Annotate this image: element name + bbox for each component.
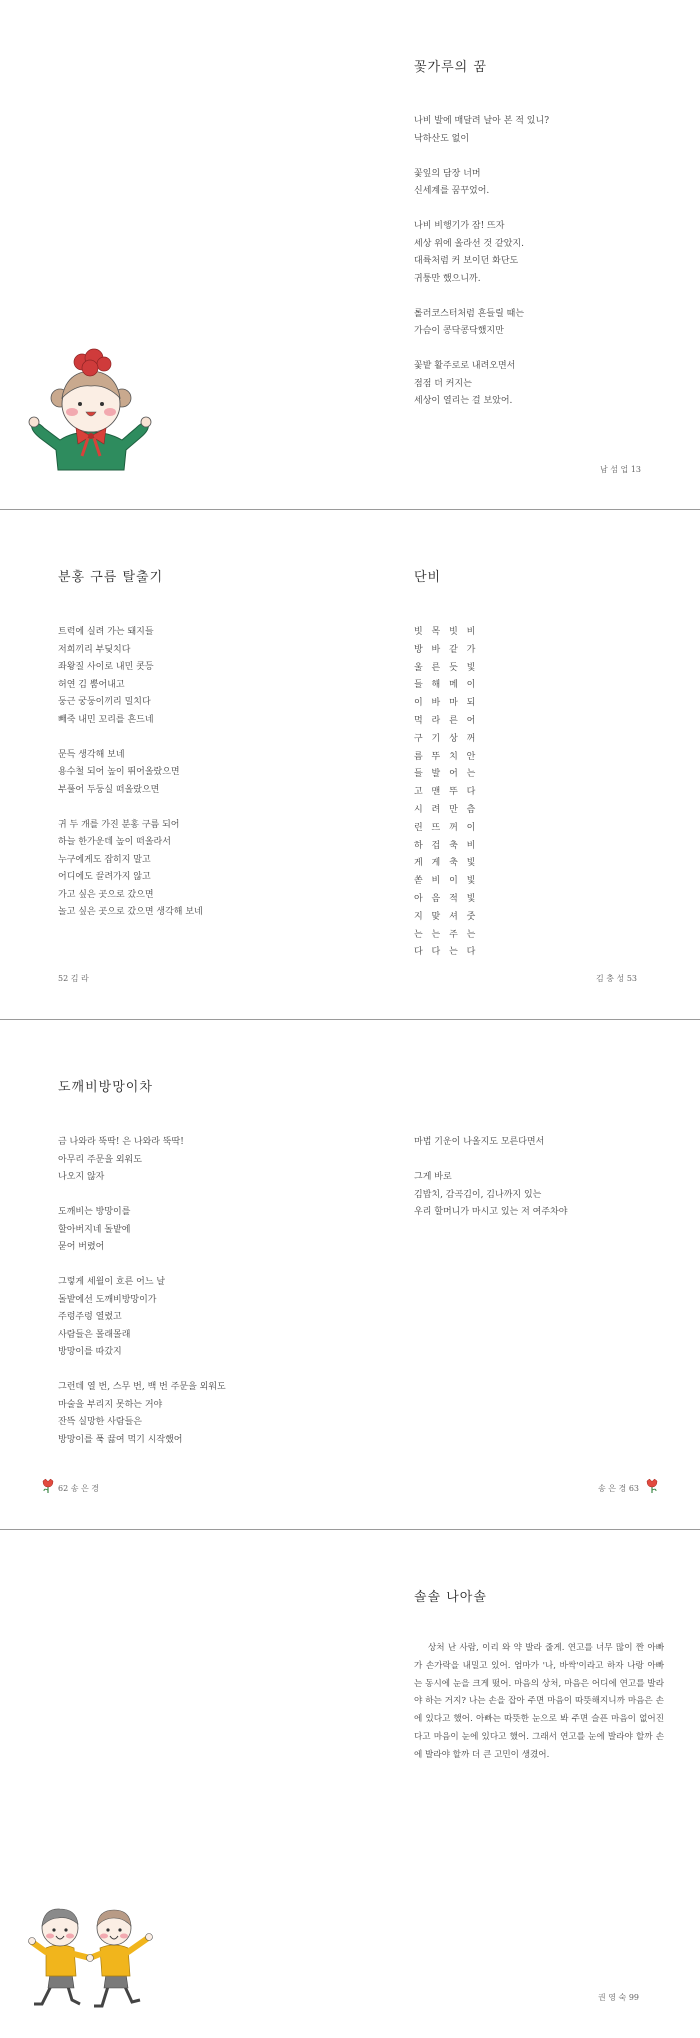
poem-line: 빗 목 빗 비: [414, 627, 479, 637]
poem-line: 세상 위에 올라선 것 같았지.: [414, 238, 524, 249]
poem-line: 그런데 열 번, 스무 번, 백 번 주문을 외워도: [58, 1382, 226, 1392]
girl-carnation-illustration: [26, 346, 156, 471]
poem-line: 신세계를 꿈꾸었어.: [414, 186, 490, 196]
poem-line: 마법 기운이 나올지도 모른다면서: [414, 1137, 545, 1147]
poem-line: 나비 비행기가 잠! 뜨자: [414, 221, 505, 231]
poem-line: 나비 발에 매달려 날아 본 적 있니?: [414, 116, 550, 126]
poem-line: 사람들은 몰래몰래: [58, 1329, 131, 1340]
poem-line: 허연 김 뿜어내고: [58, 679, 125, 690]
tulip-icon: [646, 1478, 658, 1494]
book-page-3: [0, 1020, 700, 1530]
poem-line: 린 뜨 꺼 이: [414, 822, 479, 833]
poem-line: 점점 더 커지는: [414, 378, 472, 389]
tulip-icon: [42, 1478, 54, 1494]
poem-line: 방 바 같 가: [414, 644, 479, 655]
poem-title: 도깨비방망이차: [58, 1080, 153, 1095]
poem-line: 나오지 않자: [58, 1172, 105, 1182]
poem-line: 우리 할머니가 마시고 있는 저 여주차야: [414, 1207, 568, 1217]
poem-line: 시 려 만 츰: [414, 804, 479, 815]
poem-line: 그게 바로: [414, 1172, 452, 1182]
book-page-4: [0, 1530, 700, 2038]
poem-line: 김밥치, 감곡김이, 김나까지 있는: [414, 1189, 542, 1200]
poem-line: 귀퉁만 했으니까.: [414, 273, 481, 284]
poem-line: 지 맞 셔 줏: [414, 911, 479, 922]
poem-line: 저희끼리 부딪치다: [58, 644, 131, 655]
poem-line: 세상이 열리는 걸 보았어.: [414, 396, 513, 406]
poem-line: 고 맨 뚜 다: [414, 787, 479, 798]
poem-line: 들 발 어 는: [414, 769, 479, 780]
poem-line: 는 는 주 는: [414, 929, 479, 940]
poem-body: [58, 624, 203, 922]
poem-line: 그렇게 세월이 흐른 어느 날: [58, 1277, 166, 1287]
poem-line: 둥근 궁둥이끼리 밀치다: [58, 697, 151, 707]
poem-line: 주렁주렁 열렸고: [58, 1312, 122, 1322]
poem-body: [58, 1134, 226, 1449]
poem-line: 빼죽 내민 꼬리를 흔드네: [58, 714, 154, 725]
poem-line: 다 다 는 다: [414, 947, 479, 958]
page-number: 62 송 은 경: [58, 1484, 99, 1493]
poem-line: 게 게 축 빛: [414, 858, 479, 869]
poem-body: [414, 1134, 567, 1222]
poem-line: 마술을 부리지 못하는 거야: [58, 1399, 163, 1410]
poem-line: 꽃밭 활주로로 내려오면서: [414, 361, 516, 371]
poem-line: 부풀어 두둥실 떠올랐으면: [58, 784, 160, 795]
poem-line: 하 겁 축 비: [414, 840, 479, 851]
poem-line: 방망이를 따갔지: [58, 1347, 122, 1357]
poem-line: 대륙처럼 커 보이던 화단도: [414, 256, 519, 266]
poem-line: 롤러코스터처럼 흔들릴 때는: [414, 308, 525, 319]
poem-line: 할아버지네 돌밭에: [58, 1224, 131, 1235]
page-number: 남 섬 업 13: [600, 465, 641, 474]
poem-line: 이 바 마 되: [414, 698, 479, 709]
poem-line: 울 른 듯 빛: [414, 662, 479, 673]
poem-line: 쏟 비 이 빛: [414, 876, 479, 887]
poem-line: 름 뚜 치 안: [414, 751, 479, 762]
poem-line: 놀고 싶은 곳으로 갔으면 생각해 보네: [58, 907, 203, 917]
poem-line: 어디에도 끌려가지 않고: [58, 872, 151, 882]
poem-line: 돌밭에선 도깨비방망이가: [58, 1294, 157, 1305]
poem-title: 솔솔 나아솔: [414, 1590, 487, 1605]
poem-title: 분홍 구름 탈출기: [58, 570, 164, 585]
page-number: 송 은 경 63: [598, 1484, 639, 1493]
page-number: 52 김 라: [58, 974, 89, 983]
poem-title: 꽃가루의 꿈: [414, 60, 487, 75]
poem-line: 누구에게도 잡히지 말고: [58, 854, 151, 865]
poem-line: 구 기 상 꺼: [414, 733, 479, 744]
poem-line: 아무리 주문을 외워도: [58, 1154, 142, 1165]
poem-title: 단비: [414, 570, 442, 585]
poem-line: 방망이를 푹 끓여 먹기 시작했어: [58, 1434, 183, 1445]
poem-line: 금 나와라 뚝딱! 은 나와라 뚝딱!: [58, 1137, 184, 1147]
poem-line: 가슴이 콩닥콩닥했지만: [414, 326, 504, 336]
poem-line: 귀 두 개를 가진 분홍 구름 되어: [58, 819, 180, 830]
poem-line: 도깨비는 방망이를: [58, 1207, 131, 1217]
poem-line: 아 음 적 빛: [414, 893, 479, 904]
book-page-2: [0, 510, 700, 1020]
poem-line: 트럭에 실려 가는 돼지들: [58, 627, 154, 637]
poem-line: 낙하산도 없이: [414, 133, 470, 144]
poem-line: 잔뜩 실망한 사람들은: [58, 1417, 142, 1427]
running-kids-illustration: [28, 1896, 168, 2020]
poem-line: 가고 싶은 곳으로 갔으면: [58, 889, 154, 900]
book-page-1: [0, 0, 700, 510]
poem-line: 들 해 메 이: [414, 680, 479, 691]
vertical-poem-body: [414, 624, 478, 962]
poem-line: 묻어 버렸어: [58, 1242, 105, 1252]
poem-line: 문득 생각해 보네: [58, 749, 125, 760]
poem-line: 먹 라 른 어: [414, 715, 479, 726]
poem-body: [414, 113, 549, 411]
poem-line: 용수철 되어 높이 뛰어올랐으면: [58, 767, 180, 777]
prose-paragraph: 상처 난 사람, 이리 와 약 발라 줄게. 연고를 너무 많이 짠 아빠가 손가락을 내밀고 있어. 엄마가 '나, 바싹'이라고 하자 나랑 아빠는 동시에 눈을 크게 떴어. 마음의 상처, 마음은 어디에 연고를 발라야 하는 거지? 나는 손을 잡아 주면 마음이 따뜻해지니까 마음은 손에 있다고 했어. 아빠는 따뜻한 눈으로 봐 주면 슬픈 마음이 없어진다고 마음이 눈에 있다고 했어. 그래서 연고를 눈에 발라야 할까 손에 발라야 할까 더 큰 고민이 생겼어.: [414, 1643, 664, 1760]
page-number: 권 영 숙 99: [598, 1993, 639, 2002]
poem-line: 꽃잎의 담장 너머: [414, 168, 481, 179]
page-number: 김 충 성 53: [596, 974, 637, 983]
poem-line: 좌왕질 사이로 내민 콧등: [58, 662, 154, 672]
poem-line: 하늘 한가운데 높이 떠올라서: [58, 837, 171, 847]
